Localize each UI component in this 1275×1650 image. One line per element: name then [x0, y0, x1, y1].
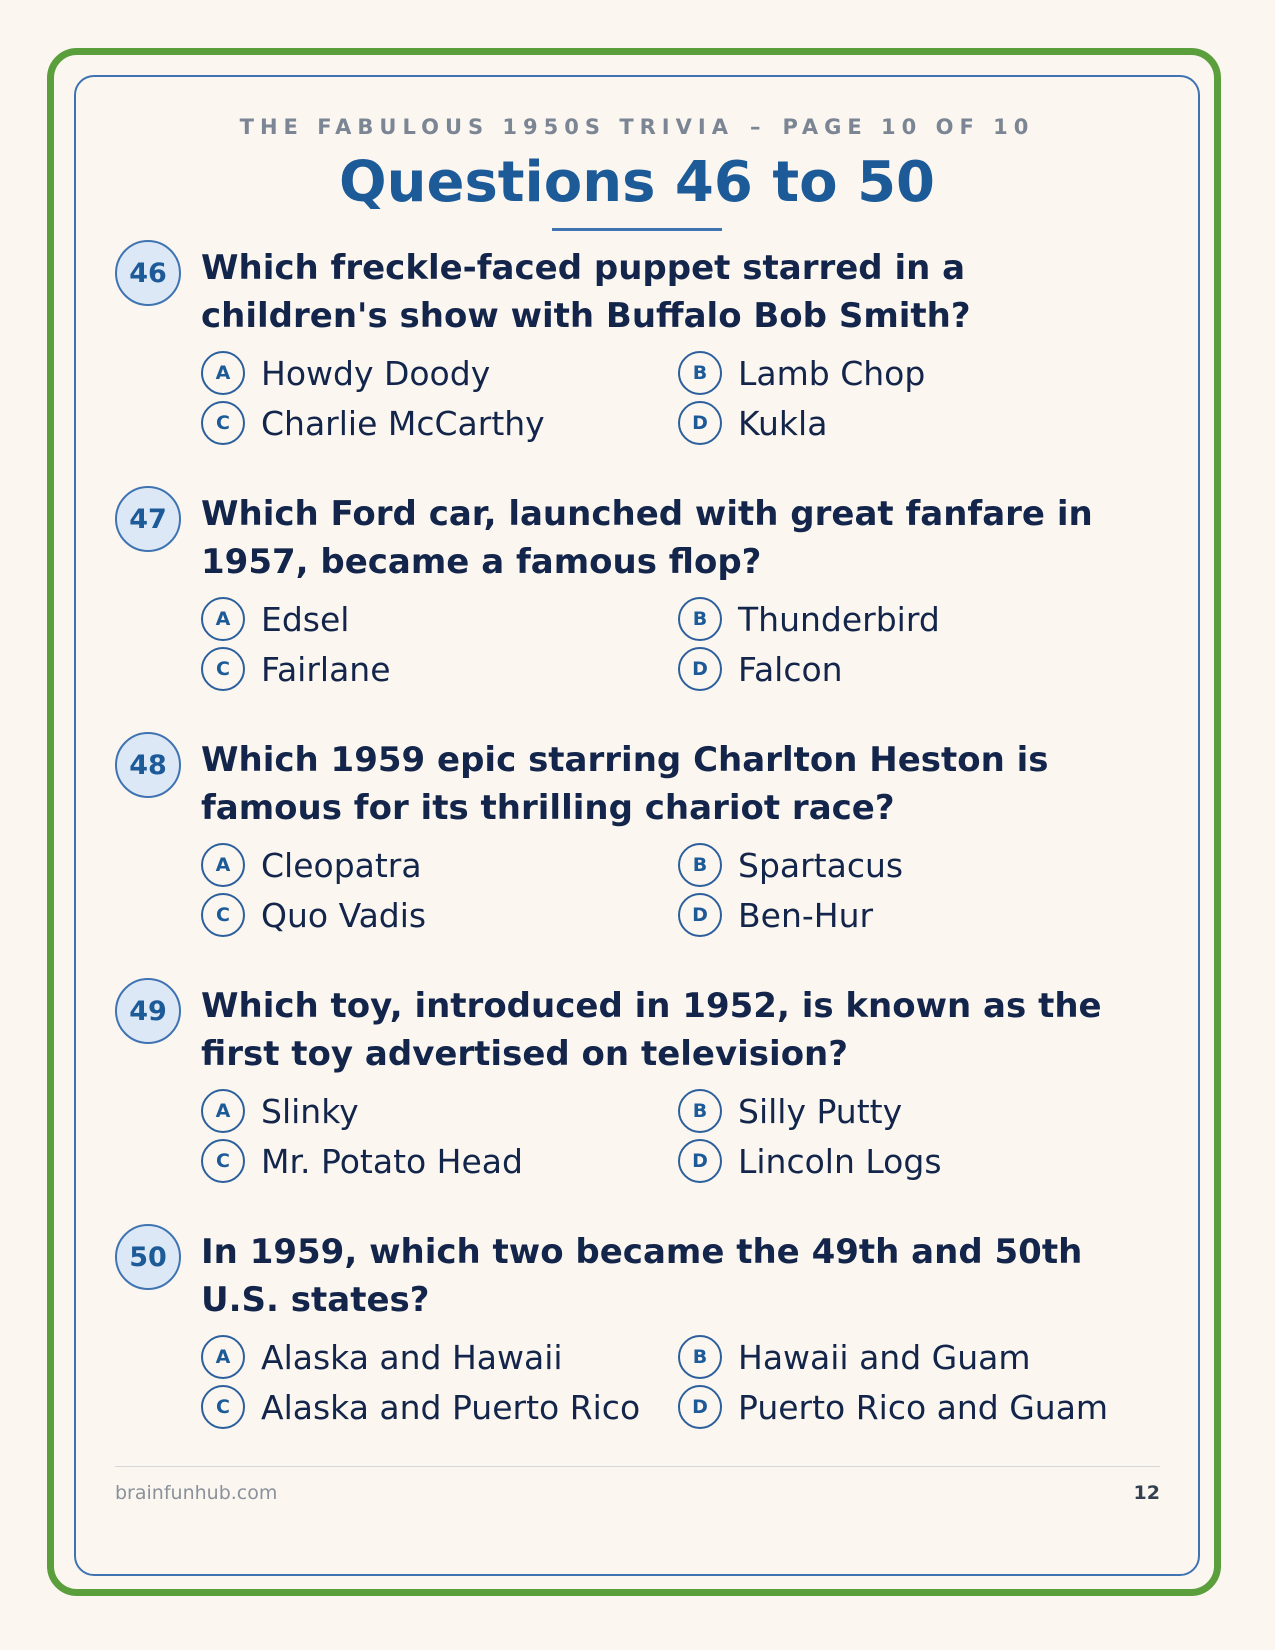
- answer-option: [201, 1088, 678, 1134]
- title-underline: [552, 228, 722, 231]
- option-text: Lamb Chop: [738, 353, 926, 393]
- series-subtitle: [74, 112, 1200, 142]
- option-letter-badge: C: [201, 893, 245, 937]
- question-list: [115, 240, 1165, 1470]
- option-text: Slinky: [261, 1091, 359, 1131]
- option-letter-badge: B: [678, 1335, 722, 1379]
- answer-option: [678, 400, 1161, 446]
- answer-option: [201, 646, 678, 692]
- page-header: [74, 112, 1200, 231]
- option-text: Howdy Doody: [261, 353, 491, 393]
- answer-option: [201, 1334, 678, 1380]
- question-number-badge: 48: [115, 732, 181, 798]
- page-title: Questions 46 to 50: [338, 150, 935, 215]
- answer-options: [201, 1334, 1161, 1430]
- option-text: Ben-Hur: [738, 895, 874, 935]
- question-number-badge: 49: [115, 978, 181, 1044]
- answer-options: [201, 1088, 1161, 1184]
- option-text: Alaska and Puerto Rico: [261, 1387, 641, 1427]
- answer-option: [678, 1138, 1161, 1184]
- answer-option: [201, 892, 678, 938]
- option-letter-badge: C: [201, 1139, 245, 1183]
- question-item: [115, 732, 1165, 978]
- answer-option: [678, 1384, 1161, 1430]
- option-letter-badge: D: [678, 647, 722, 691]
- option-letter-badge: A: [201, 597, 245, 641]
- footer-website: brainfunhub.com: [115, 1482, 278, 1504]
- question-text: Which toy, introduced in 1952, is known as the first toy advertised on television?: [201, 986, 1102, 1074]
- question-text: Which freckle-faced puppet starred in a children's show with Buffalo Bob Smith?: [201, 248, 971, 336]
- option-text: Thunderbird: [738, 599, 940, 639]
- option-text: Fairlane: [261, 649, 391, 689]
- option-letter-badge: D: [678, 1139, 722, 1183]
- option-letter-badge: D: [678, 893, 722, 937]
- question-number-badge: 47: [115, 486, 181, 552]
- option-letter-badge: C: [201, 401, 245, 445]
- question-item: [115, 1224, 1165, 1470]
- option-letter-badge: A: [201, 351, 245, 395]
- option-letter-badge: A: [201, 1089, 245, 1133]
- option-letter-badge: A: [201, 843, 245, 887]
- series-name: THE FABULOUS 1950S TRIVIA: [239, 115, 734, 139]
- answer-option: [201, 350, 678, 396]
- option-letter-badge: D: [678, 401, 722, 445]
- answer-option: [678, 1088, 1161, 1134]
- answer-option: [678, 646, 1161, 692]
- option-text: Edsel: [261, 599, 350, 639]
- question-number-badge: 46: [115, 240, 181, 306]
- option-letter-badge: B: [678, 351, 722, 395]
- question-text: Which 1959 epic starring Charlton Heston is famous for its thrilling chariot race?: [201, 740, 1049, 828]
- answer-option: [678, 842, 1161, 888]
- option-letter-badge: B: [678, 843, 722, 887]
- option-text: Lincoln Logs: [738, 1141, 942, 1181]
- option-letter-badge: C: [201, 1385, 245, 1429]
- option-text: Hawaii and Guam: [738, 1337, 1031, 1377]
- answer-options: [201, 596, 1161, 692]
- option-letter-badge: B: [678, 597, 722, 641]
- page-indicator: PAGE 10 OF 10: [782, 115, 1035, 139]
- footer-divider: [115, 1466, 1160, 1467]
- answer-option: [201, 1384, 678, 1430]
- option-letter-badge: D: [678, 1385, 722, 1429]
- subtitle-separator: –: [749, 115, 767, 139]
- question-item: [115, 486, 1165, 732]
- answer-option: [201, 1138, 678, 1184]
- option-text: Spartacus: [738, 845, 904, 885]
- answer-options: [201, 350, 1161, 446]
- question-item: [115, 978, 1165, 1224]
- option-text: Silly Putty: [738, 1091, 903, 1131]
- answer-option: [678, 596, 1161, 642]
- answer-option: [678, 1334, 1161, 1380]
- answer-option: [201, 400, 678, 446]
- option-text: Alaska and Hawaii: [261, 1337, 563, 1377]
- option-text: Falcon: [738, 649, 843, 689]
- answer-options: [201, 842, 1161, 938]
- option-text: Cleopatra: [261, 845, 422, 885]
- answer-option: [201, 842, 678, 888]
- answer-option: [678, 892, 1161, 938]
- question-item: [115, 240, 1165, 486]
- answer-option: [201, 596, 678, 642]
- footer-page-number: 12: [1133, 1482, 1160, 1504]
- option-letter-badge: B: [678, 1089, 722, 1133]
- option-text: Quo Vadis: [261, 895, 427, 935]
- option-text: Mr. Potato Head: [261, 1141, 523, 1181]
- option-text: Kukla: [738, 403, 828, 443]
- question-text: In 1959, which two became the 49th and 50th U.S. states?: [201, 1232, 1083, 1320]
- answer-option: [678, 350, 1161, 396]
- option-text: Puerto Rico and Guam: [738, 1387, 1109, 1427]
- option-letter-badge: C: [201, 647, 245, 691]
- option-letter-badge: A: [201, 1335, 245, 1379]
- option-text: Charlie McCarthy: [261, 403, 545, 443]
- question-number-badge: 50: [115, 1224, 181, 1290]
- question-text: Which Ford car, launched with great fanfare in 1957, became a famous flop?: [201, 494, 1093, 582]
